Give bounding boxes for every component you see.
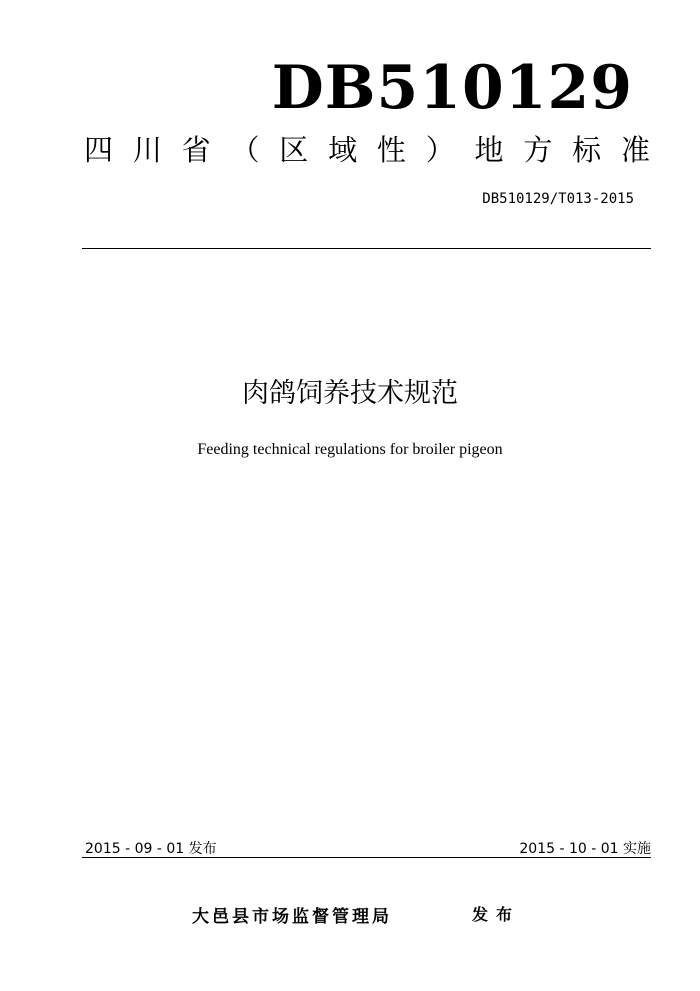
standard-type-char: 准 [620, 133, 650, 167]
standard-code: DB510129 [271, 53, 633, 123]
standard-type-char: 方 [523, 133, 553, 167]
standard-type-char: 地 [474, 133, 504, 167]
standard-type-char: （ [230, 133, 260, 167]
standard-type-char: 四 [84, 133, 114, 167]
standard-type-char: 域 [328, 133, 358, 167]
standard-type-char: 性 [376, 133, 406, 167]
footer-divider [82, 857, 651, 858]
issue-label: 发布 [472, 905, 521, 924]
issuing-authority: 大邑县市场监督管理局 [192, 907, 392, 927]
release-date: 2015 - 09 - 01 发布 [85, 841, 217, 857]
header-divider [82, 248, 651, 249]
standard-type-heading [84, 133, 650, 167]
document-title-english: Feeding technical regulations for broiler pigeon [197, 441, 503, 458]
standard-type-char: 省 [181, 133, 211, 167]
standard-type-char: 川 [132, 133, 162, 167]
implementation-date: 2015 - 10 - 01 实施 [519, 841, 651, 857]
standard-type-char: ） [425, 133, 455, 167]
standard-type-char: 标 [572, 133, 602, 167]
standard-number: DB510129/T013-2015 [482, 191, 634, 207]
document-title-chinese: 肉鸽饲养技术规范 [242, 378, 458, 409]
standard-type-char: 区 [279, 133, 309, 167]
